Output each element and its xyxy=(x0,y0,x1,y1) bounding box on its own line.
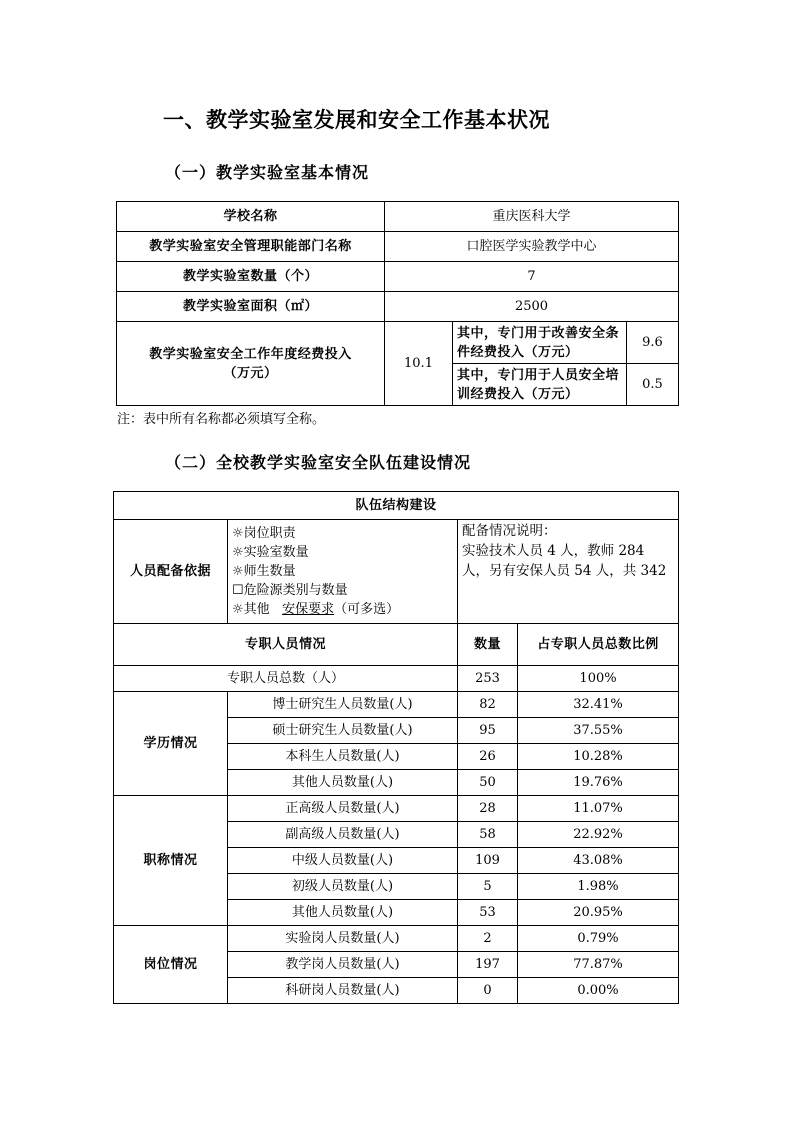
school-value: 重庆医科大学 xyxy=(385,202,679,232)
lab-area-value: 2500 xyxy=(385,292,679,322)
dept-value: 口腔医学实验教学中心 xyxy=(385,232,679,262)
row-count: 2 xyxy=(458,926,518,952)
row-label: 中级人员数量(人) xyxy=(228,848,458,874)
option-other xyxy=(232,600,453,619)
school-label: 学校名称 xyxy=(117,202,385,232)
training-label: 其中，专门用于人员安全培训经费投入（万元） xyxy=(453,364,627,406)
staffing-table-title: 队伍结构建设 xyxy=(114,492,679,520)
row-label: 实验岗人员数量(人) xyxy=(228,926,458,952)
funding-label: 教学实验室安全工作年度经费投入（万元） xyxy=(117,322,385,406)
lab-area-label: 教学实验室面积（㎡） xyxy=(117,292,385,322)
row-ratio: 43.08% xyxy=(518,848,679,874)
row-ratio: 32.41% xyxy=(518,692,679,718)
row-ratio: 1.98% xyxy=(518,874,679,900)
basis-label: 人员配备依据 xyxy=(114,520,228,624)
funding-value: 10.1 xyxy=(385,322,453,406)
row-label: 正高级人员数量(人) xyxy=(228,796,458,822)
option-item: ☼师生数量 xyxy=(232,564,296,579)
row-ratio: 0.00% xyxy=(518,978,679,1004)
row-ratio: 0.79% xyxy=(518,926,679,952)
row-label: 硕士研究生人员数量(人) xyxy=(228,718,458,744)
group-title: 职称情况 xyxy=(114,796,228,926)
row-count: 58 xyxy=(458,822,518,848)
explain-title: 配备情况说明： xyxy=(462,523,557,539)
header-ratio: 占专职人员总数比例 xyxy=(518,624,679,666)
row-ratio: 19.76% xyxy=(518,770,679,796)
lab-count-value: 7 xyxy=(385,262,679,292)
row-ratio: 77.87% xyxy=(518,952,679,978)
lab-basic-info-table xyxy=(116,201,679,406)
row-count: 0 xyxy=(458,978,518,1004)
row-ratio: 10.28% xyxy=(518,744,679,770)
section2-title: （二）全校教学实验室安全队伍建设情况 xyxy=(165,453,472,472)
group-position: 岗位情况 xyxy=(114,926,228,1004)
total-count: 253 xyxy=(458,666,518,692)
staffing-table xyxy=(113,491,679,1004)
row-label: 副高级人员数量(人) xyxy=(228,822,458,848)
option-other-suffix: （可多选） xyxy=(334,602,400,617)
row-ratio: 37.55% xyxy=(518,718,679,744)
row-label: 其他人员数量(人) xyxy=(228,770,458,796)
row-label: 其他人员数量(人) xyxy=(228,900,458,926)
row-count: 82 xyxy=(458,692,518,718)
option-other-prefix: ☼其他 xyxy=(232,602,270,617)
total-label: 专职人员总数（人） xyxy=(114,666,458,692)
improve-label: 其中，专门用于改善安全条件经费投入（万元） xyxy=(453,322,627,364)
row-ratio: 11.07% xyxy=(518,796,679,822)
option-item: ☼实验室数量 xyxy=(232,545,309,560)
basis-options xyxy=(228,520,458,624)
explain-text: 实验技术人员 4 人，教师 284 人，另有安保人员 54 人，共 342 xyxy=(462,543,667,579)
header-count: 数量 xyxy=(458,624,518,666)
total-ratio: 100% xyxy=(518,666,679,692)
option-item: ☐危险源类别与数量 xyxy=(232,583,348,598)
row-count: 197 xyxy=(458,952,518,978)
dept-label: 教学实验室安全管理职能部门名称 xyxy=(117,232,385,262)
explain-cell xyxy=(458,520,679,624)
training-value: 0.5 xyxy=(627,364,679,406)
row-count: 109 xyxy=(458,848,518,874)
row-label: 初级人员数量(人) xyxy=(228,874,458,900)
row-count: 95 xyxy=(458,718,518,744)
improve-value: 9.6 xyxy=(627,322,679,364)
row-count: 53 xyxy=(458,900,518,926)
table-note: 注：表中所有名称都必须填写全称。 xyxy=(117,412,326,427)
row-count: 28 xyxy=(458,796,518,822)
row-ratio: 22.92% xyxy=(518,822,679,848)
row-label: 教学岗人员数量(人) xyxy=(228,952,458,978)
group-education: 学历情况 xyxy=(114,692,228,796)
option-item: ☼岗位职责 xyxy=(232,526,296,541)
page-heading: 一、教学实验室发展和安全工作基本状况 xyxy=(163,108,550,132)
header-main: 专职人员情况 xyxy=(114,624,458,666)
row-count: 50 xyxy=(458,770,518,796)
lab-count-label: 教学实验室数量（个） xyxy=(117,262,385,292)
row-label: 科研岗人员数量(人) xyxy=(228,978,458,1004)
row-count: 26 xyxy=(458,744,518,770)
row-label: 博士研究生人员数量(人) xyxy=(228,692,458,718)
section1-title: （一）教学实验室基本情况 xyxy=(165,163,370,182)
row-ratio: 20.95% xyxy=(518,900,679,926)
row-count: 5 xyxy=(458,874,518,900)
row-label: 本科生人员数量(人) xyxy=(228,744,458,770)
option-other-value: 安保要求 xyxy=(282,602,335,617)
